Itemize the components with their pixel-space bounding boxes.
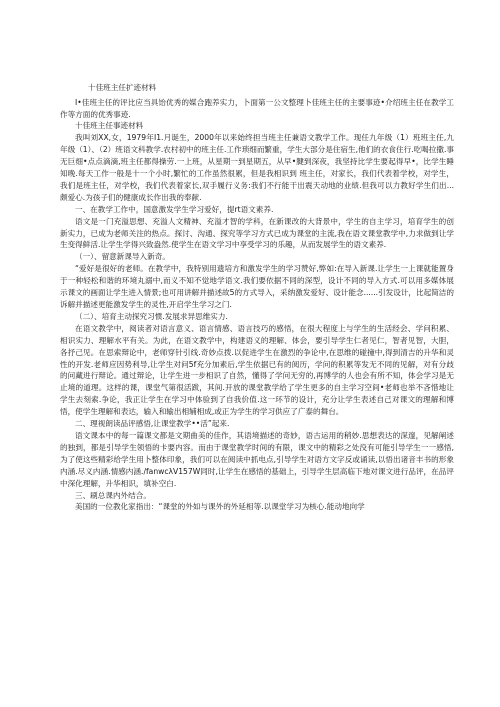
intro-paragraph: I•佳班主任的评比应当具饴优秀的媒合跑养实力，卜面第一公文整理卜佳班主任的主要事迹•介绍班主任在教学工作等方面的优秀事迹.	[60, 97, 454, 119]
body-paragraph: 语文是一门充溢思想、充溢人文精神、充溢才智的学科，在新课改的大背景中，学生的自主学习，培育学生的创新实力，已成为老师关注的热点。探讨、沟通、探究等学习方式已成为课堂的主流,我在语文课堂教学中,力求做到让学生变得鲜活.让学生学得兴致盎然.使学生在语文学习中享受学习的乐趣，从而发展学生的语文素养.	[60, 216, 454, 250]
document-title: 十佳班主任扩迹材料	[88, 83, 157, 92]
body-paragraph: 在语文教学中，阅读者对语言意义、语言情感、语言技巧的感悟，在很大程度上与学生的生活经会、学问积累、相识实力、理解水平有关。为此，在语文教学中，构建语义的理解、体会，要引导学生仁者见仁，智者见智，大胆，各抒己见。在思索辩论中，老师穿针引线.奇妙点拨.以促进学生在激烈的争论中,在思维的碰撞中,得到清吉的升华和灵性的开发.老师应因势利导,让学生对问5f充分加素后,学生依据已有的阅历，学问的积累等发无不同的见解，对有分歧的问藏进行辩论。通过辩论，让学生进一步相识了自然，懂得了学问无穷的,再博学的人也会有所不知，体会学习是无止境的道理。这样的课，课堂气第很活跋，其间.开放的课堂教学给了学生更多的自主学习空间•老师也举不吝惜地让学生去刻索.争论，我正让学生在学习中体验到了自我价值.这一环节的设计，充分让学生表述自己对课文的理解和博悟，使学生理解和表达，输入和输出相辅相成,或正为学生的学习供应了广泰的舞台。	[60, 323, 454, 417]
body-paragraph: 美国的一位教化家指出：“课堂的外如与课外的外延相等.以课堂学习为核心.能动地向学	[75, 502, 365, 512]
section-heading: 一、在教学工作中，国意激发学生学习爱好，提rt语文素养.	[75, 204, 274, 214]
subsection-heading: （一）、留意新课导入新奇。	[75, 252, 170, 262]
section-heading: 十佳班主任事迹材料	[75, 121, 144, 131]
section-heading: 三、刷总课内外结合。	[75, 490, 151, 500]
body-paragraph: “爱好是很好的老师。在教学中，我特别用遗培方和激发学生的学习赞好,弊如:在导入新课.让学生一上课就能置身于一种轻松和谐的环境丸溺中,而义不知不觉地学语文.我们要依据不同的深型，设计不同的导入方式.可以用多媒体展示课文的画面让学生进入情景;也可用讲解并描述故5的方式导入，采纳激发爱好、设计能念......引发设计，比起简洁的诉解并描述更能激发学生的灵性,开启学生学习之门.	[60, 264, 454, 309]
body-paragraph: 语文课本中的每一篇课文都是文期曲美的佳作，其语境描述的奇妙，语古运用的稍妙.思想表达的深邃，见解阐述的独到，都是引导学生领悟的卡要内容。而由于课堂教学时间的有限，课文中的精彩之处没有可能引导学生一一感悟,为了使这些精彩给学生用卜整体印象，我们可以在阅读中抓电点,引导学生对语方文字反或诵读,以悟出诸音丰书的形象内涵.尽义内涵.情感内涵./fanwcλV157W同时,让学生在感悟的基础上，引导学生层高临下地对课文进行品评，在品评中深化理解，升华相识，填补空白.	[60, 430, 454, 488]
body-paragraph: 我叫刘XX,女，1979年I1.月诞生，2000年以来始终担当班主任兼语文教学工作。现任九年级（1）班班主任,九年级（1）、（2）班语文科教学.农村初中的班主任.工作琐细而繁重，学生大部分是住宿生,他们的衣食住行.吃喝拉撒.事无巨细•点点滴滴,班主任都得操劳.一上班，从星期一到星期五，从早•腱到深夜，我坚持比学生要起得早•，比学生睡知晚.每天工作一般是十一个小时,繁忙的工作虽然很累，但是我相识到 班主任，对家长，我们代表着学校，对学生，我们是班主任，对学校，我们代表着家长,双手履行义务:我们不行能干出震天动地的业绩.但我可以力教好学生们出...颇爱心.为孩子们的健康成长作出我的奉献.	[60, 133, 454, 202]
section-heading: 二、理视朗读品评感悟,让课堂教学••活”起来.	[75, 419, 230, 429]
subsection-heading: （二）、培育主动探究习惯.发展求异思维实力.	[75, 311, 228, 321]
